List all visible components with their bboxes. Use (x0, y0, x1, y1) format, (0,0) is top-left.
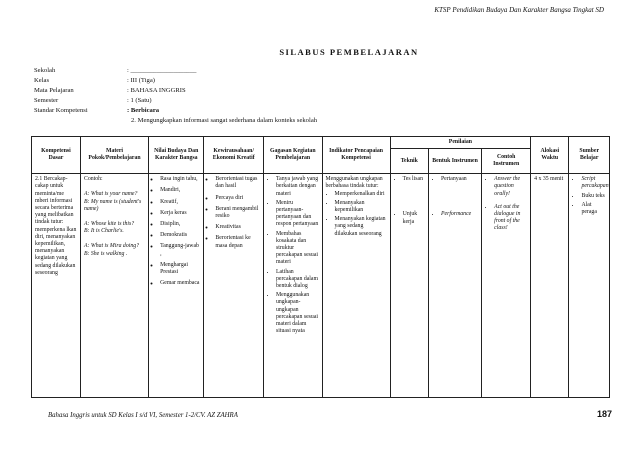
contoh-item: • Act out the dialogue in front of the class! (494, 204, 527, 233)
cell-bentuk (428, 174, 481, 398)
info-label: Kelas (34, 77, 50, 84)
nilai-item: ◦ Demokratis (160, 232, 200, 239)
contoh-item: • Answer the question orally! (494, 176, 527, 198)
materi-line: B: It is Charlie's. (83, 228, 124, 235)
kewirausahaan-item: ◦ Berani mengambil resiko (215, 206, 260, 220)
col-header-kegiatan: Gagasan Kegiatan Pembelajaran (264, 137, 323, 174)
info-row-mapel (34, 86, 317, 96)
sumber-item: • Buku teks (581, 193, 606, 200)
materi-line: A: What is your name? (83, 191, 138, 198)
bentuk-item: • Pertanyaan (441, 176, 478, 183)
page-title: SILABUS PEMBELAJARAN (279, 47, 419, 57)
sumber-item: • Alat peraga (581, 202, 606, 216)
teknik-item: • Unjuk kerja (403, 211, 425, 225)
syllabus-info (34, 66, 317, 126)
col-header-bentuk: Bentuk Instrumen (428, 149, 481, 174)
kegiatan-item: • Latihan percakapan dalam bentuk dialog (276, 269, 319, 291)
col-header-kewirausahaan: Kewirausahaan/ Ekonomi Kreatif (204, 137, 264, 174)
info-value: : Berbicara (127, 107, 160, 114)
col-header-nilai: Nilai Budaya Dan Karakter Bangsa (149, 137, 204, 174)
col-header-teknik: Teknik (390, 149, 428, 174)
kewirausahaan-item: ◦ Kreativitas (215, 224, 260, 231)
cell-alokasi: 4 x 35 menit (531, 174, 569, 398)
col-header-kompetensi: Kompetensi Dasar (32, 137, 81, 174)
nilai-item: ◦ Tanggung-jawab , (160, 243, 200, 257)
col-header-penilaian: Penilaian (390, 137, 531, 149)
materi-line: A: Whose kite is this? (83, 221, 135, 228)
col-header-materi: Materi Pokok/Pembelajaran (80, 137, 148, 174)
cell-materi (80, 174, 148, 398)
kewirausahaan-item: ◦ Berorientasi ke masa depan (215, 235, 260, 249)
info-value: : 1 (Satu) (127, 97, 152, 104)
indikator-item: • Menanyakan kepemilikan (335, 200, 387, 214)
nilai-item: ◦ Rasa ingin tahu, (160, 176, 200, 183)
info-row-kelas (34, 76, 317, 86)
info-row-sk (34, 106, 317, 116)
kewirausahaan-item: ◦ Percaya diri (215, 195, 260, 202)
indikator-intro: Menggunakan ungkapan berbahasa tindak tutur: (325, 176, 383, 190)
info-value: : BAHASA INGGRIS (127, 87, 186, 94)
bentuk-item: • Performance (441, 211, 478, 218)
materi-title: Contoh: (83, 176, 103, 183)
cell-contoh (482, 174, 531, 398)
info-label: Standar Kompetensi (34, 107, 88, 114)
cell-kewirausahaan (204, 174, 264, 398)
sumber-item: • Script percakapan (581, 176, 606, 190)
materi-line: B: My name is (student's name) (83, 198, 142, 212)
kegiatan-item: • Membahas kosakata dan struktur percakapan sesuai materi (276, 231, 319, 267)
nilai-item: ◦ Kreatif, (160, 199, 200, 206)
nilai-item: ◦ Gemar membaca (160, 280, 200, 287)
nilai-item: ◦ Disiplin, (160, 221, 200, 228)
cell-kegiatan (264, 174, 323, 398)
cell-sumber (569, 174, 610, 398)
sk-detail: 2. Mengungkapkan informasi sangat sederhana dalam konteks sekolah (131, 117, 318, 124)
info-label: Sekolah (34, 67, 56, 74)
col-header-contoh: Contoh Instrumen (482, 149, 531, 174)
page-number: 187 (596, 409, 612, 419)
col-header-alokasi: Alokasi Waktu (531, 137, 569, 174)
cell-kompetensi: 2.1 Bercakap-cakap untuk meminta/me mberi informasi secara berterima yang melibatkan tindak tutur: memperkena lkan diri, menanyakan kepemilikan, menanyakan kegiatan yang sedang dilakukan seseorang (32, 174, 81, 398)
footer-text: Bahasa Inggris untuk SD Kelas I s/d VI, Semester 1-2/CV. AZ ZAHRA (48, 412, 238, 419)
syllabus-table (31, 136, 610, 398)
info-label: Mata Pelajaran (34, 87, 74, 94)
kegiatan-item: • Meniru pertanyaan-pertanyaan dan respon pertanyaan (276, 200, 319, 229)
info-row-sekolah (34, 66, 317, 76)
col-header-sumber: Sumber Belajar (569, 137, 610, 174)
info-value: : ____________________ (127, 67, 197, 74)
nilai-item: ◦ Menghargai Prestasi (160, 262, 200, 276)
cell-indikator (322, 174, 390, 398)
nilai-item: ◦ Kerja keras (160, 210, 200, 217)
info-row-semester (34, 96, 317, 106)
kegiatan-item: • Menggunakan ungkapan-ungkapan percakapan sesuai materi dalam situasi nyata (276, 292, 319, 335)
info-label: Semester (34, 97, 59, 104)
teknik-item: • Tes lisan (403, 176, 425, 183)
kegiatan-item: • Tanya jawab yang berkaitan dengan materi (276, 176, 319, 198)
col-header-indikator: Indikator Pencapaian Kompetensi (322, 137, 390, 174)
nilai-item: ◦ Mandiri, (160, 187, 200, 194)
table-row (32, 174, 610, 398)
materi-line: B: She is walking . (83, 250, 128, 257)
info-value: : III (Tiga) (127, 77, 155, 84)
cell-teknik (390, 174, 428, 398)
indikator-item: • Menanyakan kegiatan yang sedang dilakukan seseorang (335, 216, 387, 238)
indikator-item: • Memperkenalkan diri (335, 191, 387, 198)
running-header: KTSP Pendidikan Budaya Dan Karakter Bangsa Tingkat SD (434, 6, 604, 14)
cell-nilai (149, 174, 204, 398)
table-header-row (32, 137, 610, 149)
materi-line: A: What is Mira doing? (83, 243, 140, 250)
kewirausahaan-item: ◦ Berorientasi tugas dan hasil (215, 176, 260, 190)
